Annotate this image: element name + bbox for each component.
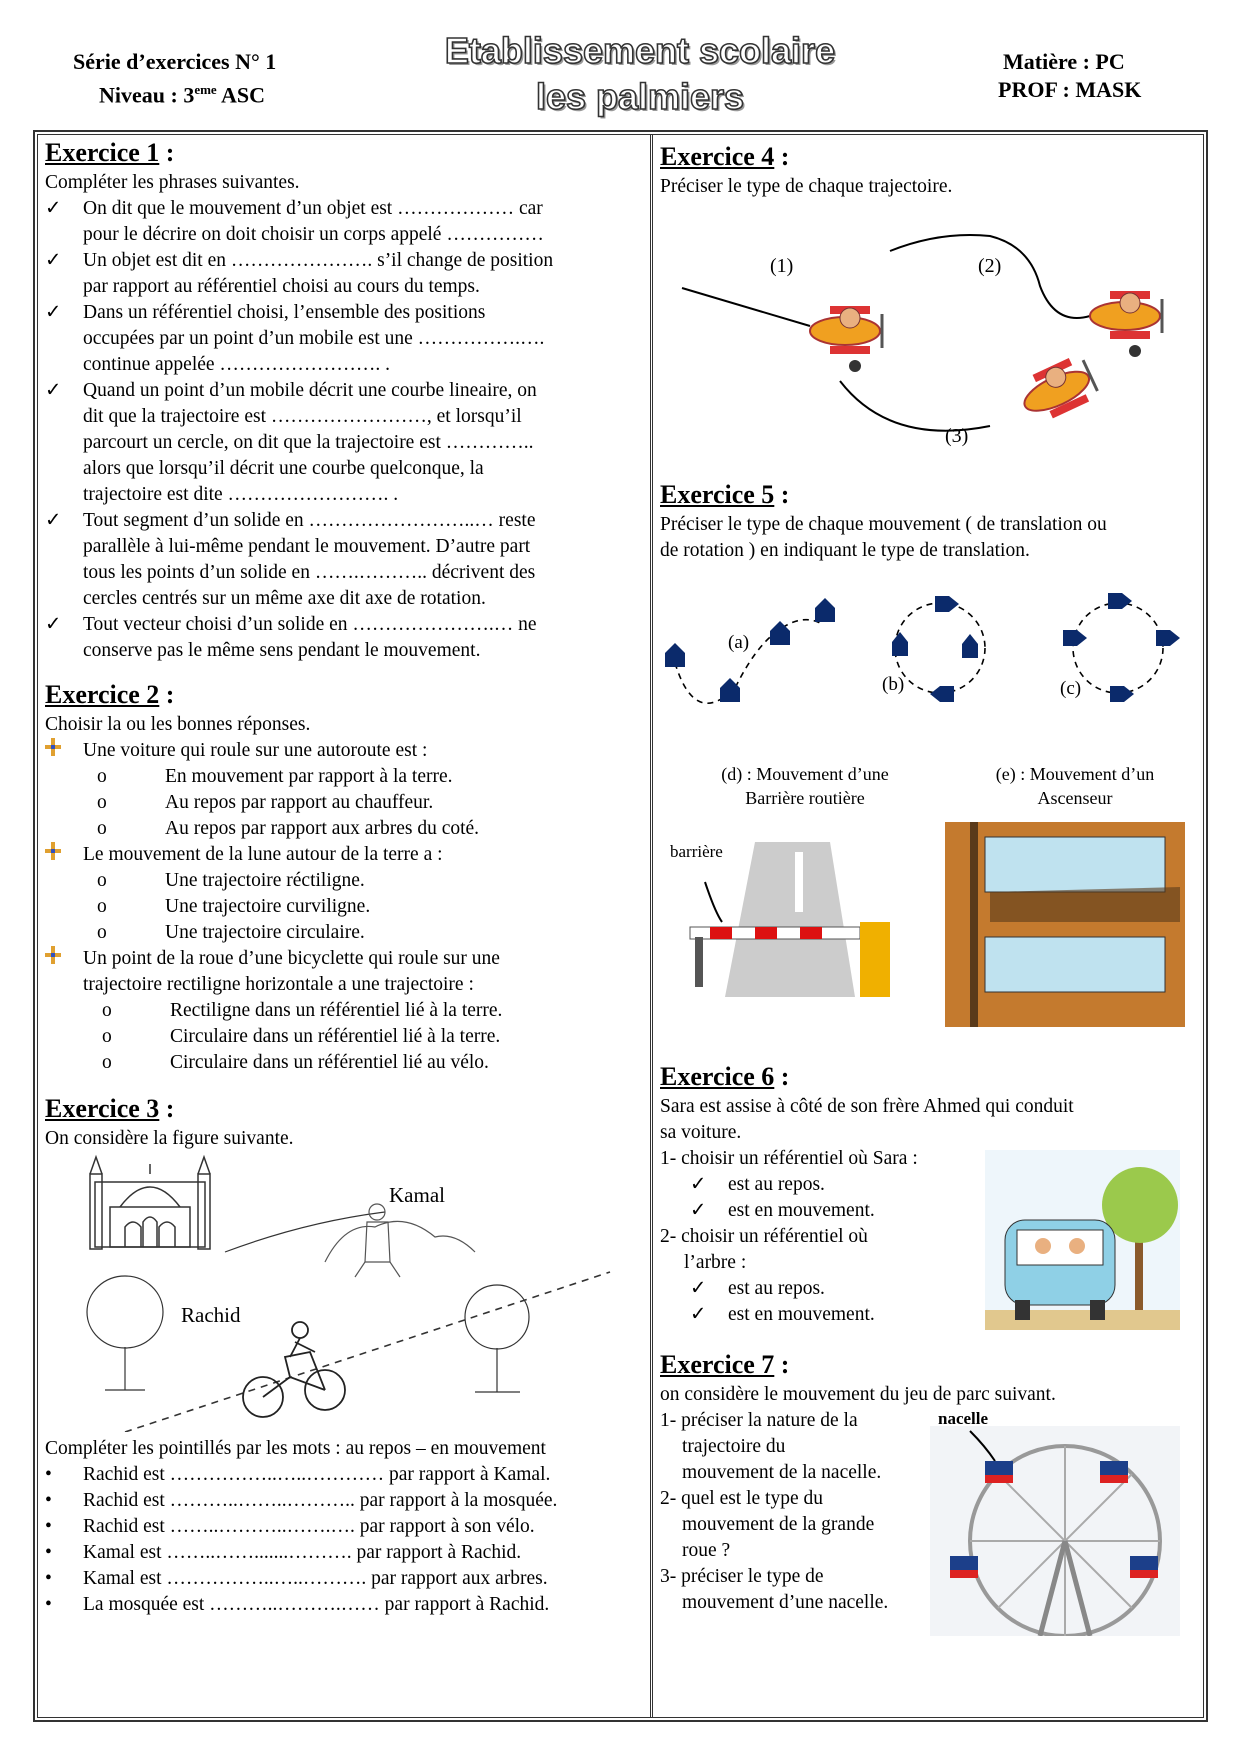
bullet-icon: • [45, 1490, 52, 1511]
ex2-question-line: Le mouvement de la lune autour de la terre a : [83, 844, 443, 865]
ex2-option[interactable]: o Une trajectoire réctiligne. [97, 868, 643, 894]
ex2-intro: Choisir la ou les bonnes réponses. [45, 714, 311, 735]
ex1-item [45, 300, 643, 378]
ex5-figure-abc [660, 578, 1200, 728]
ex1-item-line: trajectoire est dite ……………………. . [83, 484, 399, 505]
ex3-title: Exercice 3 : [45, 1094, 175, 1123]
check-icon: ✓ [45, 614, 62, 635]
ex2-title: Exercice 2 : [45, 680, 175, 709]
ex1-intro: Compléter les phrases suivantes. [45, 172, 300, 193]
ex7-question-line: mouvement d’une nacelle. [682, 1592, 889, 1613]
bullet-icon: • [45, 1542, 52, 1563]
ex1-item-line: par rapport au référentiel choisi au cours du temps. [83, 276, 480, 297]
shape-c3-icon [1110, 686, 1134, 702]
option-circle-icon: o [97, 792, 107, 813]
traj-label-2: (2) [978, 255, 1002, 277]
ex1-item-line: Dans un référentiel choisi, l’ensemble des positions [83, 302, 486, 323]
ex2-option[interactable]: o Rectiligne dans un référentiel lié à la terre. [102, 998, 643, 1024]
ex1-item-line: Un objet est dit en …………………. s’il change de position [83, 250, 554, 271]
ex1-item-line: On dit que le mouvement d’un objet est ……………… car [83, 198, 543, 219]
shape-a2-icon [720, 678, 740, 702]
ex2-question [45, 946, 643, 998]
traj-label-3: (3) [945, 425, 969, 447]
ex7-question-line: roue ? [682, 1540, 731, 1561]
check-icon: ✓ [45, 198, 62, 219]
plane-3-icon [1014, 353, 1100, 427]
option-circle-icon: o [97, 870, 107, 891]
ex1-title: Exercice 1 : [45, 138, 175, 167]
arrow-bullet-icon [45, 842, 61, 860]
ex7-question-line: mouvement de la nacelle. [682, 1462, 882, 1483]
ex1-item [45, 612, 643, 664]
ex5-title: Exercice 5 : [660, 480, 790, 509]
ex3-list [45, 1462, 643, 1618]
shape-c4-icon [1063, 630, 1087, 646]
ex2-list [45, 738, 643, 1076]
nacelle-label: nacelle [938, 1409, 989, 1428]
arrow-bullet-icon [45, 738, 61, 756]
label-a: (a) [728, 632, 750, 653]
ex1-item [45, 196, 643, 248]
option-circle-icon: o [97, 922, 107, 943]
barriere-label: barrière [670, 842, 723, 861]
ex2-option[interactable]: o En mouvement par rapport à la terre. [97, 764, 643, 790]
ex5-intro-1: Préciser le type de chaque mouvement ( de translation ou [660, 514, 1107, 535]
ex7-title: Exercice 7 : [660, 1350, 790, 1379]
ex4-intro: Préciser le type de chaque trajectoire. [660, 176, 953, 197]
ex7-question-line: 3- préciser le type de [660, 1566, 824, 1587]
ex1-item [45, 508, 643, 612]
right-column [660, 140, 1200, 1616]
ex1-item-line: conserve pas le même sens pendant le mouvement. [83, 640, 481, 661]
ex1-item-line: continue appelée ……………………. . [83, 354, 391, 375]
ex1-item-line: Quand un point d’un mobile décrit une courbe lineaire, on [83, 380, 537, 401]
ex6-title: Exercice 6 : [660, 1062, 790, 1091]
serie-label: Série d’exercices N° 1 [73, 49, 277, 74]
caption-e: (e) : Mouvement d’un Ascenseur [995, 764, 1155, 808]
ex2-question [45, 738, 643, 764]
kamal-label: Kamal [389, 1183, 445, 1207]
ex6-q2b: l’arbre : [684, 1252, 747, 1273]
header-right [998, 48, 1142, 104]
bullet-icon: • [45, 1464, 52, 1485]
ex6-q2-opt1: ✓ est au repos. [690, 1278, 825, 1299]
ex1-item-line: dit que la trajectoire est ……………………, et lorsqu’il [83, 406, 522, 427]
shape-b1-icon [935, 596, 959, 612]
plane-1-icon [810, 306, 882, 372]
ex2-question-line: Une voiture qui roule sur une autoroute est : [83, 740, 428, 761]
prof-label: PROF : MASK [998, 77, 1142, 102]
ex6-q1-opt2: ✓ est en mouvement. [690, 1200, 875, 1221]
left-column [45, 136, 643, 1618]
ex7-question-line: mouvement de la grande [682, 1514, 875, 1535]
ex2-option[interactable]: o Au repos par rapport au chauffeur. [97, 790, 643, 816]
option-circle-icon: o [102, 1026, 112, 1047]
ex1-item [45, 248, 643, 300]
bullet-icon: • [45, 1594, 52, 1615]
ex1-item-line: Tout segment d’un solide en ……………………..… reste [83, 510, 536, 531]
bullet-icon: • [45, 1568, 52, 1589]
ex3-instruction: Compléter les pointillés par les mots : au repos – en mouvement [45, 1438, 546, 1459]
traj-label-1: (1) [770, 255, 794, 277]
ex2-option[interactable]: o Une trajectoire curviligne. [97, 894, 643, 920]
column-divider [650, 134, 653, 1718]
option-circle-icon: o [102, 1052, 112, 1073]
ex2-option[interactable]: o Circulaire dans un référentiel lié au vélo. [102, 1050, 643, 1076]
ex1-item [45, 378, 643, 508]
ex4-figure [660, 206, 1200, 456]
plane-2-icon [1090, 291, 1162, 357]
shape-c1-icon [1108, 593, 1132, 609]
barrier-image [670, 842, 890, 997]
ex3-figure [45, 1152, 643, 1432]
ex3-item: • Kamal est ……………..…..………. par rapport aux arbres. [45, 1566, 643, 1592]
ex1-item-line: tous les points d’un solide en …….……….. décrivent des [83, 562, 536, 583]
niveau-label: Niveau : 3eme ASC [99, 82, 265, 108]
ex6-intro-1: Sara est assise à côté de son frère Ahmed qui conduit [660, 1096, 1074, 1117]
tree-left [87, 1276, 163, 1390]
arrow-bullet-icon [45, 946, 61, 964]
ex1-item-line: Tout vecteur choisi d’un solide en ………………….… ne [83, 614, 537, 635]
check-icon: ✓ [45, 302, 62, 323]
option-circle-icon: o [97, 766, 107, 787]
ex3-item: • Rachid est ……..………..…….…. par rapport à son vélo. [45, 1514, 643, 1540]
ex7-question-line: 2- quel est le type du [660, 1488, 823, 1509]
check-icon: ✓ [45, 510, 62, 531]
ex2-option[interactable]: o Circulaire dans un référentiel lié à la terre. [102, 1024, 643, 1050]
label-c: (c) [1060, 678, 1082, 699]
header-left [73, 48, 276, 109]
ex1-item-line: pour le décrire on doit choisir un corps appelé …………… [83, 224, 544, 245]
ex1-item-line: occupées par un point d’un mobile est une …………….…. [83, 328, 545, 349]
ex3-item: • Rachid est ………..……..……….. par rapport à la mosquée. [45, 1488, 643, 1514]
ex6-q1: 1- choisir un référentiel où Sara : [660, 1148, 918, 1169]
shape-b4-icon [892, 632, 908, 656]
option-circle-icon: o [102, 1000, 112, 1021]
ex6-q1-opt1: ✓ est au repos. [690, 1174, 825, 1195]
caption-d: (d) : Mouvement d’une Barrière routière [721, 764, 889, 808]
ex2-option[interactable]: o Au repos par rapport aux arbres du coté. [97, 816, 643, 842]
mosque-image [90, 1157, 210, 1249]
ex2-question-line: trajectoire rectiligne horizontale a une trajectoire : [83, 974, 474, 995]
shape-a1-icon [665, 643, 685, 667]
ferris-wheel-image [930, 1406, 1180, 1636]
ex3-intro: On considère la figure suivante. [45, 1128, 294, 1149]
ex1-item-line: parallèle à lui-même pendant le mouvement. D’autre part [83, 536, 531, 557]
shape-a4-icon [815, 598, 835, 622]
ex1-item-line: cercles centrés sur un même axe dit axe de rotation. [83, 588, 486, 609]
tree-right [465, 1285, 529, 1392]
ex1-item-line: parcourt un cercle, on dit que la trajectoire est ………….. [83, 432, 534, 453]
option-circle-icon: o [97, 818, 107, 839]
label-b: (b) [882, 674, 905, 695]
ex6-intro-2: sa voiture. [660, 1122, 742, 1143]
ex5-figure-de [660, 762, 1200, 1042]
ex6-body [660, 1094, 1200, 1328]
shape-c2-icon [1156, 630, 1180, 646]
ex3-item: • Rachid est ……………..…..………… par rapport à Kamal. [45, 1462, 643, 1488]
kamal-image [325, 1204, 475, 1277]
ex7-question-line: 1- préciser la nature de la [660, 1410, 858, 1431]
rachid-label: Rachid [181, 1303, 241, 1327]
ex2-question-line: Un point de la roue d’une bicyclette qui roule sur une [83, 948, 500, 969]
shape-b3-icon [930, 686, 954, 702]
shape-b2-icon [962, 634, 978, 658]
check-icon: ✓ [45, 380, 62, 401]
ex2-question [45, 842, 643, 868]
ex1-list [45, 196, 643, 664]
ex6-q2: 2- choisir un référentiel où [660, 1226, 868, 1247]
elevator-image [945, 822, 1185, 1027]
school-name: Etablissement scolaire les palmiers [444, 30, 836, 117]
ex4-title: Exercice 4 : [660, 142, 790, 171]
check-icon: ✓ [45, 250, 62, 271]
ex6-q2-opt2: ✓ est en mouvement. [690, 1304, 875, 1325]
ex3-item: • La mosquée est ………..……….…… par rapport à Rachid. [45, 1592, 643, 1618]
ex5-intro-2: de rotation ) en indiquant le type de translation. [660, 540, 1030, 561]
ex1-item-line: alors que lorsqu’il décrit une courbe quelconque, la [83, 458, 484, 479]
ex2-option[interactable]: o Une trajectoire circulaire. [97, 920, 643, 946]
ex7-intro: on considère le mouvement du jeu de parc suivant. [660, 1384, 1056, 1405]
bullet-icon: • [45, 1516, 52, 1537]
ex7-question-line: trajectoire du [682, 1436, 786, 1457]
cyclist-image [243, 1322, 345, 1417]
car-image [985, 1150, 1180, 1330]
ex3-item: • Kamal est ……..…….......………. par rapport à Rachid. [45, 1540, 643, 1566]
option-circle-icon: o [97, 896, 107, 917]
ex7-body [660, 1408, 1200, 1616]
matiere-label: Matière : PC [1003, 49, 1125, 74]
